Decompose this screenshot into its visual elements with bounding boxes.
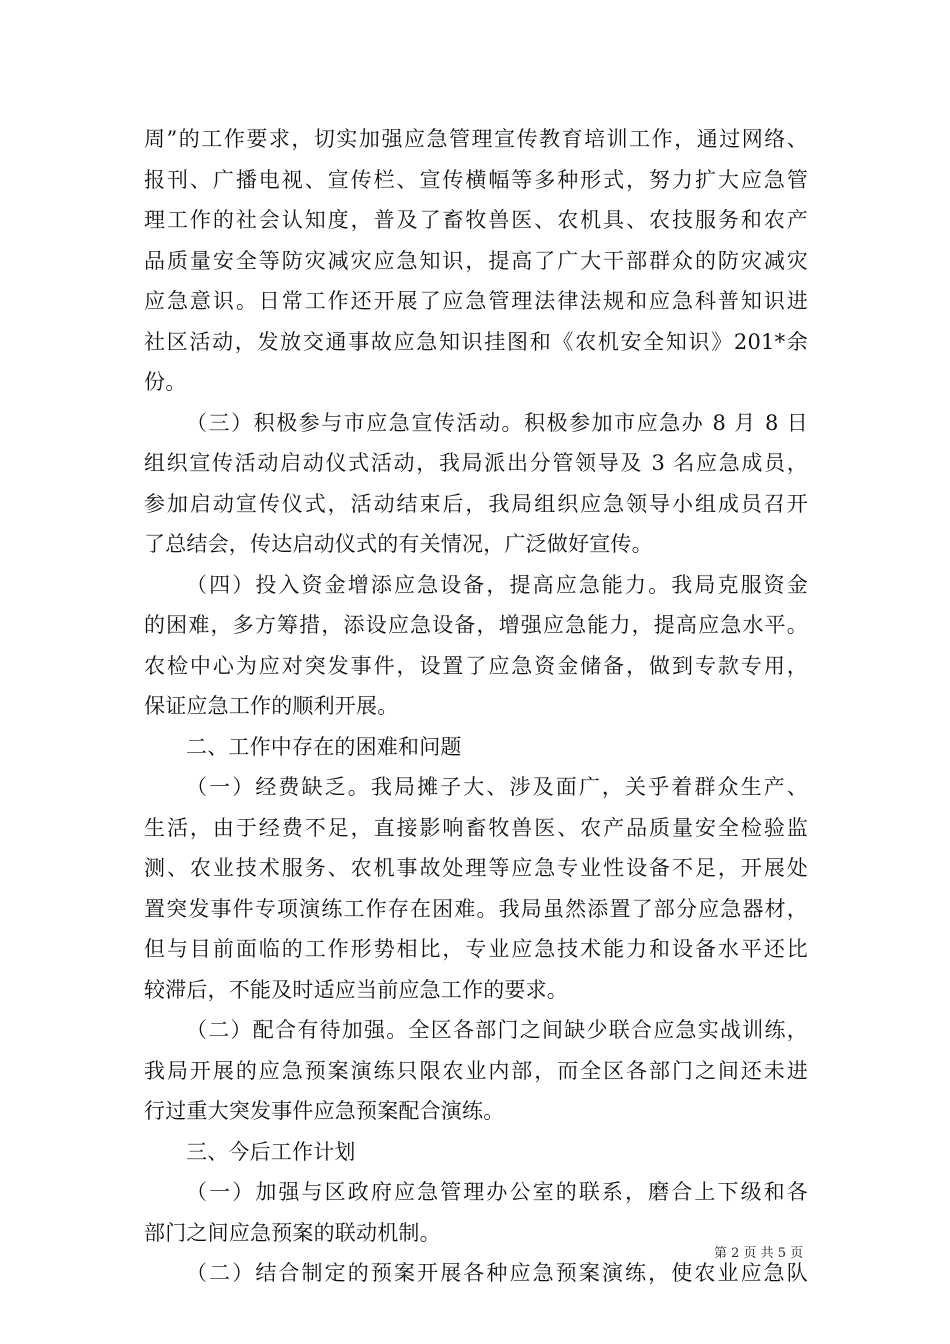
text-line: 周”的工作要求，切实加强应急管理宣传教育培训工作，通过网络、 (144, 127, 808, 151)
paragraph-start-line: （一）经费缺乏。我局摊子大、涉及面广，关乎着群众生产、 (186, 775, 808, 799)
text-line: 组织宣传活动启动仪式活动，我局派出分管领导及 3 名应急成员， (144, 451, 808, 475)
text-line: 部门之间应急预案的联动机制。 (144, 1220, 441, 1245)
paragraph-start-line: （三）积极参与市应急宣传活动。积极参加市应急办 8 月 8 日 (186, 410, 808, 435)
paragraph-start-line: （二）配合有待加强。全区各部门之间缺少联合应急实战训练， (186, 1018, 808, 1042)
text-line: 参加启动宣传仪式，活动结束后，我局组织应急领导小组成员召开 (144, 491, 808, 516)
text-line: 报刊、广播电视、宣传栏、宣传横幅等多种形式，努力扩大应急管 (144, 167, 808, 192)
text-line: 份。 (144, 370, 187, 394)
text-line: 但与目前面临的工作形势相比，专业应急技术能力和设备水平还比 (144, 937, 808, 961)
text-line: 了总结会，传达启动仪式的有关情况，广泛做好宣传。 (144, 532, 653, 556)
document-body (144, 119, 808, 1294)
text-line: 较滞后，不能及时适应当前应急工作的要求。 (144, 977, 568, 1002)
text-line: 品质量安全等防灾减灾应急知识，提高了广大干部群众的防灾减灾 (144, 248, 808, 273)
text-line: 应急意识。日常工作还开展了应急管理法律法规和应急科普知识进 (144, 289, 808, 313)
text-line: 生活，由于经费不足，直接影响畜牧兽医、农产品质量安全检验监 (144, 815, 808, 840)
text-line: 我局开展的应急预案演练只限农业内部，而全区各部门之间还未进 (144, 1058, 808, 1083)
paragraph-start-line: （四）投入资金增添应急设备，提高应急能力。我局克服资金 (186, 572, 808, 597)
text-line: 保证应急工作的顺利开展。 (144, 694, 399, 718)
text-line: 社区活动，发放交通事故应急知识挂图和《农机安全知识》201*余 (144, 329, 808, 354)
text-line: 行过重大突发事件应急预案配合演练。 (144, 1099, 505, 1123)
paragraph-start-line: （一）加强与区政府应急管理办公室的联系，磨合上下级和各 (186, 1180, 808, 1204)
text-line: 测、农业技术服务、农机事故处理等应急专业性设备不足，开展处 (144, 856, 808, 880)
text-line: 理工作的社会认知度，普及了畜牧兽医、农机具、农技服务和农产 (144, 208, 808, 232)
paragraph-start-line: （二）结合制定的预案开展各种应急预案演练，使农业应急队 (186, 1261, 808, 1285)
text-line: 的困难，多方筹措，添设应急设备，增强应急能力，提高应急水平。 (144, 613, 808, 637)
section-heading: 二、工作中存在的困难和问题 (186, 734, 462, 759)
text-line: 置突发事件专项演练工作存在困难。我局虽然添置了部分应急器材， (144, 896, 808, 921)
text-line: 农检中心为应对突发事件，设置了应急资金储备，做到专款专用， (144, 653, 808, 678)
section-heading: 三、今后工作计划 (186, 1139, 356, 1164)
page-number-footer: 第 2 页 共 5 页 (714, 1246, 804, 1261)
